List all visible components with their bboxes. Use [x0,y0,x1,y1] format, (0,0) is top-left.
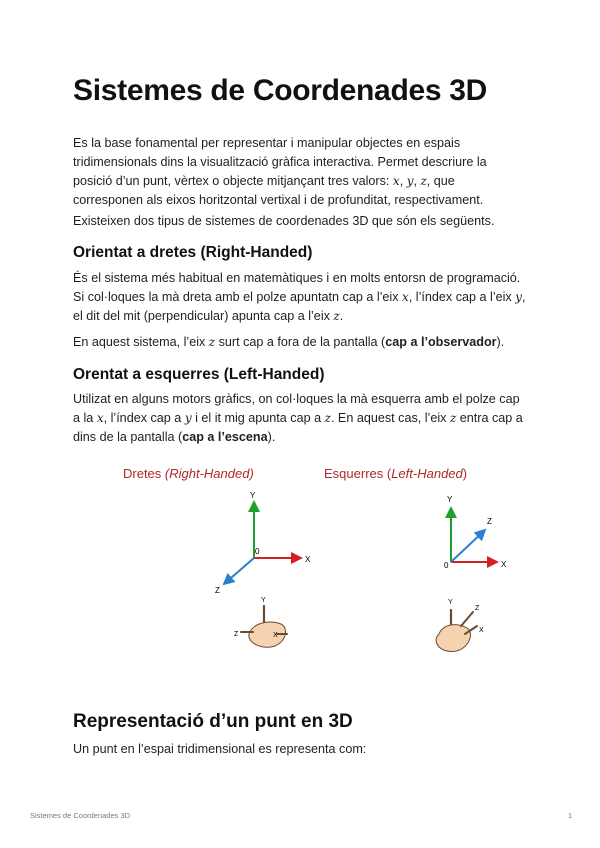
svg-text:0: 0 [444,561,449,570]
var-x: x [392,174,400,188]
label-origin: 0 [255,547,260,556]
right-handed-note: En aquest sistema, l’eix z surt cap a fora de la pantalla (cap a l’observador). [73,335,505,349]
label-x: X [305,555,311,564]
svg-text:Y: Y [261,597,266,604]
svg-text:Z: Z [234,631,239,638]
heading-left-handed: Orentat a esquerres (Left-Handed) [73,366,325,383]
intro-paragraph: Es la base fonamental per representar i manipular objectes en espais tridimensionals dins la visualització gràfica interactiva. Permet descriure la posició d’un punt, vèrtex o objecte mitjançant tres valors: x, y, z, que corresponen als eixos horitzontal vertixal i de profunditat, respectivament. [73,136,487,207]
left-handed-paragraph: Utilizat en alguns motors gràfics, on col·loques la mà esquerra amb el polze cap a la x, l’índex cap a y i el it mig apunta cap a z. En aquest cas, l’eix z entra cap a dins de la pantalla (cap a l’escena). [73,392,523,444]
footer-page-number: 1 [568,811,573,820]
bold-observer: cap a l’observador [385,335,497,349]
svg-text:X: X [501,560,507,569]
svg-text:Y: Y [447,495,453,504]
heading-point-representation: Representació d’un punt en 3D [73,711,353,732]
svg-text:Z: Z [487,517,492,526]
caption-left-handed: Esquerres (Left-Handed) [324,466,468,481]
svg-text:Y: Y [448,599,453,606]
label-y: Y [250,491,256,500]
svg-text:Z: Z [475,605,480,612]
left-hand-icon [436,599,484,651]
caption-right-handed: Dretes (Right-Handed) [123,466,254,481]
page-title: Sistemes de Coordenades 3D [73,74,488,107]
svg-text:X: X [479,627,484,634]
point-paragraph: Un punt en l’espai tridimensional es representa com: [73,742,367,756]
svg-text:X: X [273,632,278,639]
bold-scene: cap a l’escena [182,430,268,444]
label-z: Z [215,586,220,595]
footer-title: Sistemes de Coordenades 3D [30,811,131,820]
var-z: z [420,174,427,188]
left-hand-diagram [121,462,484,662]
var-y: y [406,174,414,188]
right-handed-paragraph: És el sistema més habitual en matemàtiques i en molts entorsn de programació. Si col·loques la mà dreta amb el polze apuntatn cap a l’eix x, l’índex cap a l’eix y, el dit del mit (perpendicular) apunta cap a l’eix z. [73,271,526,323]
intro-paragraph-2: Existeixen dos tipus de sistemes de coordenades 3D que són els següents. [73,214,495,228]
coordinate-systems-figure [121,462,507,662]
heading-right-handed: Orientat a dretes (Right-Handed) [73,244,313,261]
